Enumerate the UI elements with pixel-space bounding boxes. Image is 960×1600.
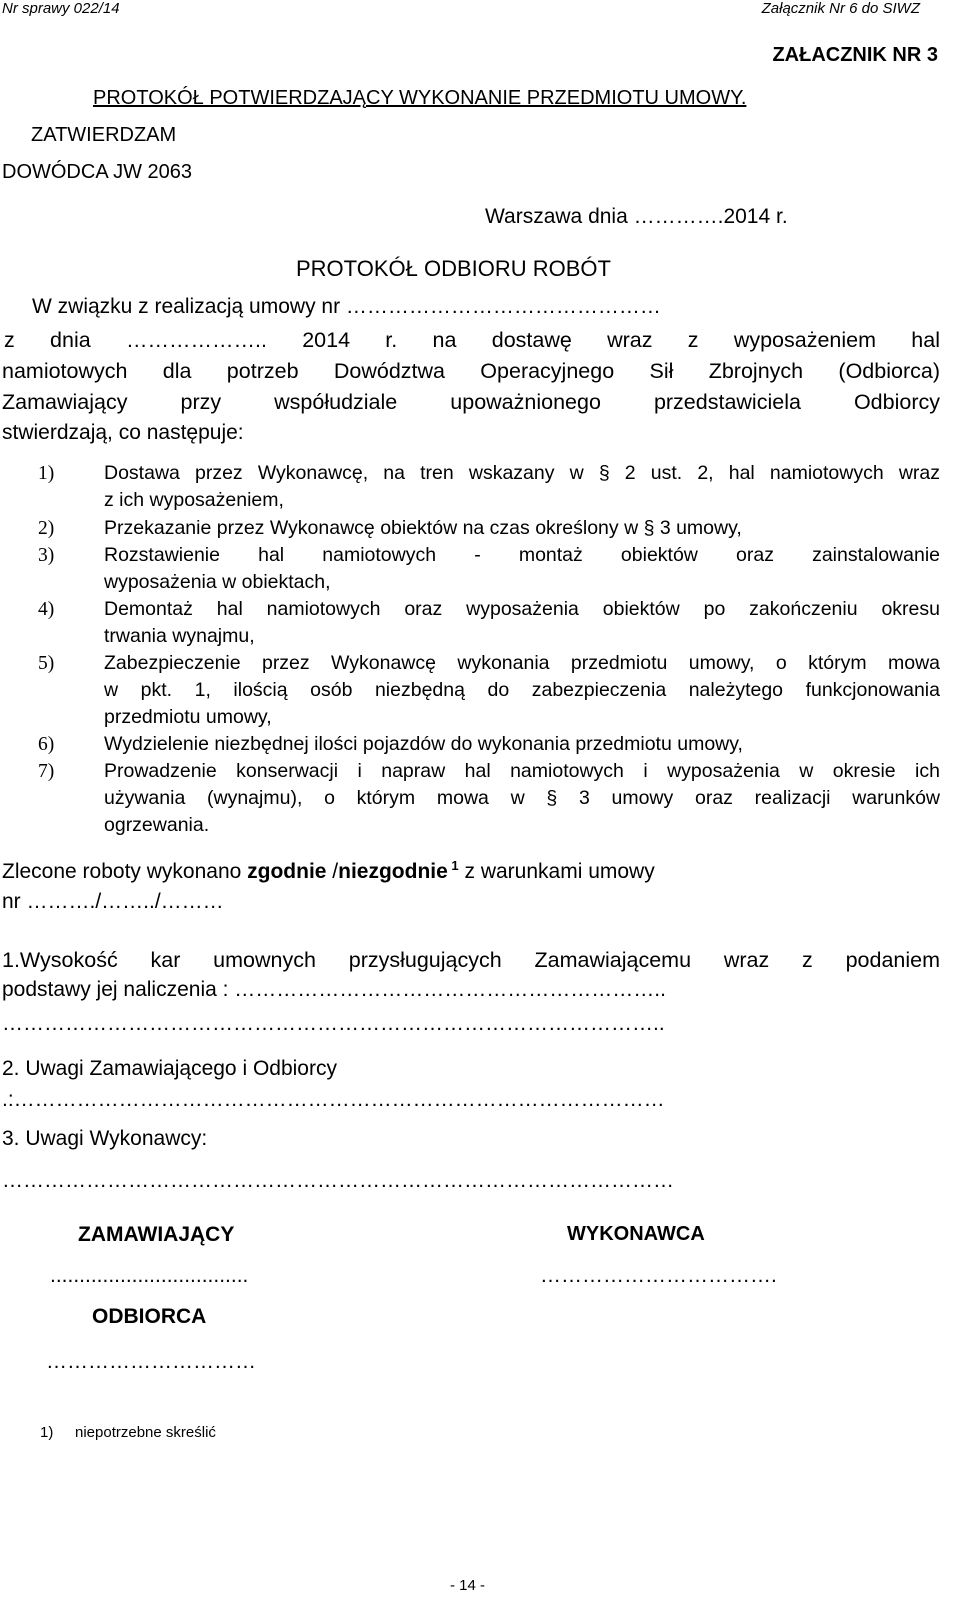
- list-item-number: 4): [38, 599, 55, 620]
- completion-option-noncompliant: niezgodnie: [338, 860, 448, 883]
- list-item-text: wyposażenia w obiektach,: [104, 571, 331, 593]
- penalties-line-2: podstawy jej naliczenia : ……………………………………………………..: [2, 978, 666, 1001]
- list-item-text: trwania wynajmu,: [104, 625, 255, 647]
- attachment-label: ZAŁACZNIK NR 3: [772, 44, 938, 66]
- list-item-number: 5): [38, 653, 55, 674]
- header-case-number: Nr sprawy 022/14: [2, 0, 120, 17]
- list-item-text: Przekazanie przez Wykonawcę obiektów na czas określony w § 3 umowy,: [104, 517, 742, 539]
- completion-prefix: Zlecone roboty wykonano: [2, 860, 248, 883]
- remarks-client-heading: 2. Uwagi Zamawiającego i Odbiorcy: [2, 1057, 337, 1080]
- completion-suffix: z warunkami umowy: [458, 860, 655, 883]
- footnote-ref: 1: [447, 858, 459, 873]
- remarks-client-line: .:…………………………………………………………………………………: [2, 1088, 665, 1111]
- signature-ordering-party-title: ZAMAWIAJĄCY: [78, 1223, 235, 1246]
- completion-slash: /: [326, 860, 339, 883]
- signature-recipient-title: ODBIORCA: [92, 1305, 207, 1328]
- main-title: PROTOKÓŁ ODBIORU ROBÓT: [296, 256, 611, 281]
- intro-line-3: namiotowych dla potrzeb Dowództwa Operacyjnego Sił Zbrojnych (Odbiorca): [2, 359, 940, 383]
- intro-line-2: z dnia ……………….. 2014 r. na dostawę wraz z wyposażeniem hal: [4, 328, 940, 352]
- list-item-text: Rozstawienie hal namiotowych - montaż obiektów oraz zainstalowanie: [104, 544, 940, 566]
- completion-statement: [2, 858, 655, 884]
- footnote-text: niepotrzebne skreślić: [75, 1424, 216, 1441]
- intro-line-5: stwierdzają, co następuje:: [2, 421, 244, 444]
- intro-line-4: Zamawiający przy współudziale upoważnionego przedstawiciela Odbiorcy: [2, 390, 940, 414]
- list-item-text: przedmiotu umowy,: [104, 706, 272, 728]
- list-item-text: w pkt. 1, ilością osób niezbędną do zabezpieczenia należytego funkcjonowania: [104, 679, 940, 701]
- penalties-line-1: 1.Wysokość kar umownych przysługujących Zamawiającemu wraz z podaniem: [2, 948, 940, 972]
- list-item-text: ogrzewania.: [104, 814, 210, 836]
- list-item-number: 1): [38, 463, 55, 484]
- remarks-contractor-heading: 3. Uwagi Wykonawcy:: [2, 1127, 208, 1150]
- list-item-text: Dostawa przez Wykonawcę, na tren wskazany w § 2 ust. 2, hal namiotowych wraz: [104, 462, 940, 484]
- list-item-text: używania (wynajmu), o którym mowa w § 3 umowy oraz realizacji warunków: [104, 787, 940, 809]
- intro-line-1: W związku z realizacją umowy nr ………………………………………: [32, 295, 661, 318]
- header-attachment-ref: Załącznik Nr 6 do SIWZ: [761, 0, 920, 17]
- signature-contractor-line: …………………………….: [540, 1264, 777, 1287]
- list-item-number: 6): [38, 734, 55, 755]
- list-item-text: Wydzielenie niezbędnej ilości pojazdów do wykonania przedmiotu umowy,: [104, 733, 743, 755]
- list-item-text: Demontaż hal namiotowych oraz wyposażenia obiektów po zakończeniu okresu: [104, 598, 940, 620]
- signature-recipient-line: …………………………: [46, 1350, 256, 1373]
- list-item-text: Prowadzenie konserwacji i napraw hal namiotowych i wyposażenia w okresie ich: [104, 760, 940, 782]
- remarks-contractor-line: ……………………………………………………………………………………: [2, 1169, 674, 1192]
- approve-label: ZATWIERDZAM: [31, 124, 177, 146]
- contract-number-line: nr ………./……../………: [2, 890, 224, 913]
- approver-title: DOWÓDCA JW 2063: [2, 161, 193, 183]
- list-item-number: 2): [38, 518, 55, 539]
- signature-ordering-party-line: ..................................: [50, 1264, 249, 1287]
- footnote-number: 1): [40, 1424, 54, 1441]
- page-number: - 14 -: [450, 1577, 486, 1594]
- completion-option-compliant: zgodnie: [247, 860, 327, 883]
- signature-contractor-title: WYKONAWCA: [567, 1223, 705, 1245]
- place-date: Warszawa dnia ………….2014 r.: [485, 205, 788, 228]
- list-item-number: 3): [38, 545, 55, 566]
- penalties-line-3: …………………………………………………………………………………..: [2, 1012, 665, 1035]
- list-item-text: z ich wyposażeniem,: [104, 489, 284, 511]
- list-item-text: Zabezpieczenie przez Wykonawcę wykonania przedmiotu umowy, o którym mowa: [104, 652, 940, 674]
- list-item-number: 7): [38, 761, 55, 782]
- protocol-confirm-title: PROTOKÓŁ POTWIERDZAJĄCY WYKONANIE PRZEDMIOTU UMOWY.: [93, 87, 747, 109]
